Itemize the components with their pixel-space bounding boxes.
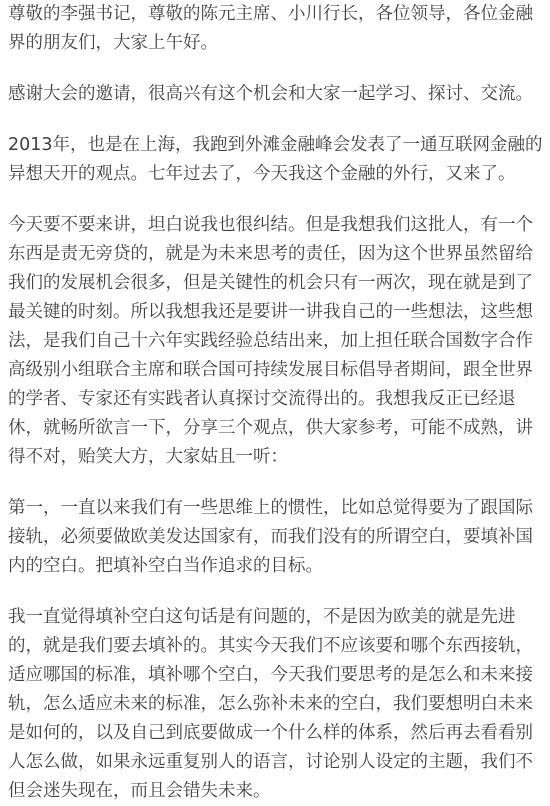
paragraph-gap xyxy=(8,109,550,131)
paragraph-thanks: 感谢大会的邀请，很高兴有这个机会和大家一起学习、探讨、交流。 xyxy=(8,84,533,104)
paragraph-gap xyxy=(8,581,550,603)
paragraph-gap xyxy=(8,58,550,80)
paragraph-greeting: 尊敬的李强书记，尊敬的陈元主席、小川行长，各位领导，各位金融界的朋友们，大家上午好。 xyxy=(8,4,533,53)
paragraph-filling-gaps: 我一直觉得填补空白这句话是有问题的，不是因为欧美的就是先进的，就是我们要去填补的。其实今天我们不应该要和哪个东西接轨，适应哪国的标准，填补哪个空白，今天我们要思考的是怎么和未来接轨，怎么适应未来的标准，怎么弥补未来的空白，我们要想明白未来是如何的，以及自己到底要做成一个什么样的体系，然后再去看看别人怎么做，如果永远重复别人的语言，讨论别人设定的主题，我们不但会迷失现在，而且会错失未来。 xyxy=(8,607,533,801)
paragraph-2013: 2013年，也是在上海，我跑到外滩金融峰会发表了一通互联网金融的异想天开的观点。七年过去了，今天我这个金融的外行，又来了。 xyxy=(8,135,543,184)
paragraph-gap xyxy=(8,472,550,494)
paragraph-gap xyxy=(8,189,550,211)
paragraph-intro: 今天要不要来讲，坦白说我也很纠结。但是我想我们这批人，有一个东西是责无旁贷的，就是为未来思考的责任，因为这个世界虽然留给我们的发展机会很多，但是关键性的机会只有一两次，现在就是到了最关键的时刻。所以我想我还是要讲一讲我自己的一些想法，这些想法，是我们自己十六年实践经验总结出来，加上担任联合国数字合作高级别小组联合主席和联合国可持续发展目标倡导者期间，跟全世界的学者、专家还有实践者认真探讨交流得出的。我想我反正已经退休，就畅所欲言一下，分享三个观点，供大家参考，可能不成熟，讲得不对，贻笑大方，大家姑且一听： xyxy=(8,215,533,467)
paragraph-point-one: 第一，一直以来我们有一些思维上的惯性，比如总觉得要为了跟国际接轨，必须要做欧美发达国家有，而我们没有的所谓空白，要填补国内的空白。把填补空白当作追求的目标。 xyxy=(8,498,533,576)
